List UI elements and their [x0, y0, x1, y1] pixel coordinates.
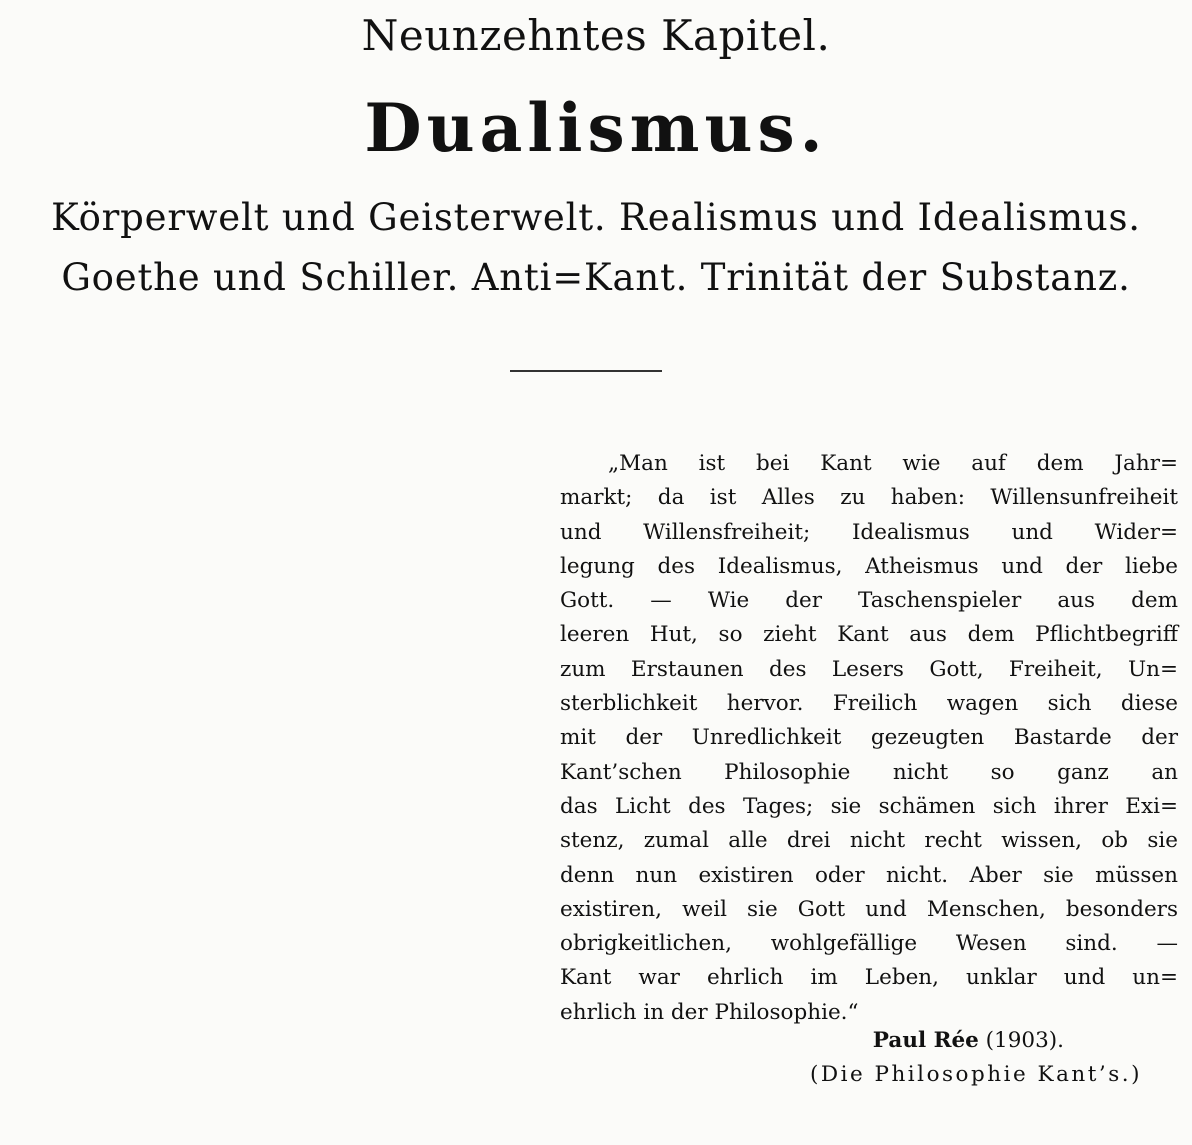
epigraph-line: legung des Idealismus, Atheismus und der liebe — [560, 553, 1178, 579]
chapter-title: Dualismus. — [364, 89, 828, 167]
epigraph-line: mit der Unredlichkeit gezeugten Bastarde der — [560, 725, 1178, 751]
epigraph-line: Kant’schen Philosophie nicht so ganz an — [560, 759, 1178, 785]
epigraph-line: stenz, zumal alle drei nicht recht wissen, ob sie — [560, 828, 1178, 854]
epigraph-line: markt; da ist Alles zu haben: Willensunfreiheit — [560, 485, 1178, 511]
author-year: (1903). — [985, 1028, 1064, 1053]
epigraph-attribution — [560, 1024, 1064, 1058]
epigraph-quote — [560, 447, 1178, 1030]
epigraph-line: Gott. — Wie der Taschenspieler aus dem — [560, 588, 1178, 614]
chapter-subtitle-line-1: Körperwelt und Geisterwelt. Realismus und Idealismus. — [51, 196, 1141, 239]
epigraph-line: sterblichkeit hervor. Freilich wagen sich diese — [560, 691, 1178, 717]
epigraph-line: und Willensfreiheit; Idealismus und Wider= — [560, 519, 1178, 545]
epigraph-line: ehrlich in der Philosophie.“ — [560, 999, 859, 1025]
chapter-subtitle-line-2: Goethe und Schiller. Anti=Kant. Trinität der Substanz. — [61, 256, 1131, 299]
epigraph-line: denn nun existiren oder nicht. Aber sie müssen — [560, 862, 1178, 888]
epigraph-line: Kant war ehrlich im Leben, unklar und un= — [560, 965, 1178, 991]
epigraph-line: das Licht des Tages; sie schämen sich ihrer Exi= — [560, 793, 1178, 819]
epigraph-line: zum Erstaunen des Lesers Gott, Freiheit, Un= — [560, 656, 1178, 682]
epigraph-line: „Man ist bei Kant wie auf dem Jahr= — [608, 451, 1178, 476]
author-name: Paul Rée — [872, 1028, 979, 1053]
section-divider — [510, 370, 662, 372]
epigraph-line: leeren Hut, so zieht Kant aus dem Pflichtbegriff — [560, 622, 1178, 648]
chapter-label: Neunzehntes Kapitel. — [361, 11, 831, 60]
epigraph-line: existiren, weil sie Gott und Menschen, besonders — [560, 896, 1178, 922]
epigraph-line: obrigkeitlichen, wohlgefällige Wesen sind. — — [560, 931, 1178, 957]
epigraph-source: (Die Philosophie Kant’s.) — [809, 1062, 1142, 1087]
